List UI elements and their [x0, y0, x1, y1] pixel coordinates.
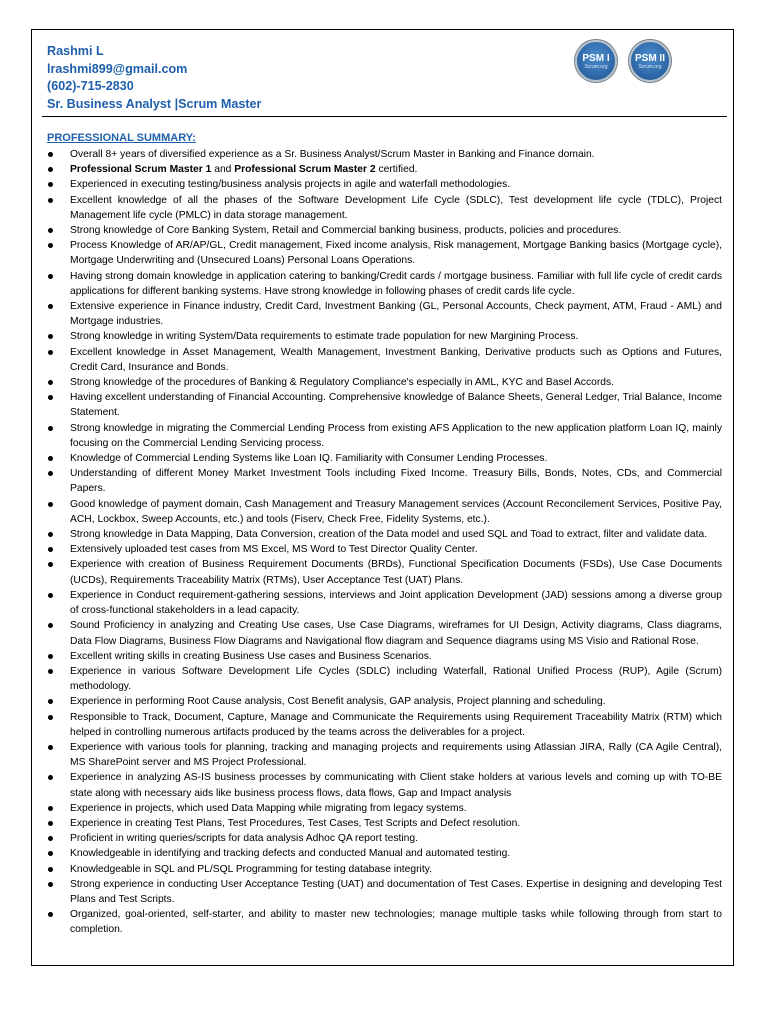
summary-item-text: Good knowledge of payment domain, Cash Management and Treasury Management services (Account Reconcilement Services, Positive Pay, ACH, Lockbox, Sweep Accounts, etc.) and tools (Fiserv, Check Free, Fidelity Systems, etc.). [70, 498, 722, 525]
summary-item-text: Experience in projects, which used Data Mapping while migrating from legacy systems. [70, 802, 467, 814]
bullet-icon [48, 562, 53, 567]
summary-item-text: Strong experience in conducting User Acceptance Testing (UAT) and documentation of Test Cases. Expertise in designing and developing Test Plans and Test Scripts. [70, 878, 722, 905]
summary-item [32, 846, 722, 861]
summary-list [32, 147, 722, 938]
summary-item-text: Strong knowledge of Core Banking System, Retail and Commercial banking business, products, policies and procedures. [70, 225, 622, 237]
summary-item-text: and [211, 164, 235, 176]
summary-item-text: Overall 8+ years of diversified experience as a Sr. Business Analyst/Scrum Master in Banking and Finance domain. [70, 149, 595, 160]
summary-item-text: Knowledgeable in identifying and tracking defects and conducted Manual and automated testing. [70, 848, 511, 860]
summary-item [32, 147, 722, 162]
summary-item [32, 542, 722, 557]
bullet-icon [48, 775, 53, 780]
summary-item-text: Strong knowledge of the procedures of Banking & Regulatory Compliance's especially in AML, KYC and Basel Accords. [70, 377, 614, 389]
bullet-icon [48, 821, 53, 826]
bullet-icon [48, 669, 53, 674]
summary-item-text: Strong knowledge in migrating the Commercial Lending Process from existing AFS Application to the new application platform Loan IQ, mainly focusing on the Commercial Lending Servicing process. [70, 422, 722, 449]
bullet-icon [48, 593, 53, 598]
certification-name: Professional Scrum Master 2 [234, 164, 376, 176]
bullet-icon [48, 532, 53, 537]
summary-item-text: Experience in analyzing AS-IS business processes by communicating with Client stake holders at various levels and coming up with TO-BE state along with necessary aids like business process flows, data flows, Gap and Impact analysis [70, 772, 722, 799]
summary-item-text: Proficient in writing queries/scripts for data analysis Adhoc QA report testing. [70, 833, 418, 845]
summary-item-text: Strong knowledge in Data Mapping, Data Conversion, creation of the Data model and used SQL and Toad to extract, filter and validate data. [70, 529, 708, 541]
bullet-icon [48, 867, 53, 872]
summary-item [32, 877, 722, 907]
summary-item-text: Having strong domain knowledge in application catering to banking/Credit cards / mortgage business. Familiar with full life cycle of credit cards applications for different banking systems. Have strong knowledge in following phases of credit cards life cycle. [70, 270, 722, 297]
bullet-icon [48, 547, 53, 552]
summary-item-text: certified. [375, 164, 418, 176]
psm-1-badge-icon [575, 40, 617, 82]
summary-item [32, 451, 722, 466]
summary-item-text: Understanding of different Money Market Investment Tools including Fixed Income. Treasury Bills, Bonds, Notes, CDs, and Commercial Papers. [70, 468, 722, 495]
summary-item [32, 390, 722, 420]
summary-item-text: Excellent knowledge of all the phases of the Software Development Life Cycle (SDLC), Test development life cycle (TDLC), Project Management life cycle (PMLC) in data storage management. [70, 194, 722, 221]
summary-item [32, 907, 722, 937]
bullet-icon [48, 274, 53, 279]
summary-item-text: Strong knowledge in writing System/Data requirements to estimate trade population for new Margining Process. [70, 331, 579, 343]
bullet-icon [48, 228, 53, 233]
summary-item [32, 694, 722, 709]
summary-item [32, 497, 722, 527]
summary-item [32, 710, 722, 740]
header-divider [42, 116, 727, 117]
summary-item-text: Extensively uploaded test cases from MS Excel, MS Word to Test Director Quality Center. [70, 544, 478, 556]
bullet-icon [48, 806, 53, 811]
summary-item-text: Knowledgeable in SQL and PL/SQL Programming for testing database integrity. [70, 863, 432, 875]
summary-item [32, 299, 722, 329]
summary-item [32, 329, 722, 344]
summary-item [32, 375, 722, 390]
certification-name: Professional Scrum Master 1 [70, 164, 212, 176]
bullet-icon [48, 502, 53, 507]
summary-item [32, 588, 722, 618]
summary-item [32, 162, 722, 177]
bullet-icon [48, 851, 53, 856]
summary-item [32, 527, 722, 542]
email-address: lrashmi899@gmail.com [47, 61, 188, 76]
summary-item [32, 862, 722, 877]
summary-item [32, 238, 722, 268]
summary-item-text: Having excellent understanding of Financial Accounting. Comprehensive knowledge of Balance Sheets, General Ledger, Trial Balance, Income Statement. [70, 392, 722, 419]
summary-item-text: Excellent knowledge in Asset Management, Wealth Management, Investment Banking, Derivative products such as Options and Futures, Credit Card, Insurance and Bonds. [70, 346, 722, 373]
summary-item [32, 269, 722, 299]
bullet-icon [48, 745, 53, 750]
badge-sub: Scrum.org [638, 63, 662, 70]
summary-item-text: Process Knowledge of AR/AP/GL, Credit management, Fixed income analysis, Risk management, Mortgage Banking basics (Mortgage cycle), Mortgage Underwriting and (Unsecured Loans) Personal Loans Operations. [70, 240, 722, 267]
bullet-icon [48, 395, 53, 400]
summary-item [32, 557, 722, 587]
bullet-icon [48, 471, 53, 476]
bullet-icon [48, 198, 53, 203]
summary-item [32, 421, 722, 451]
summary-item [32, 223, 722, 238]
bullet-icon [48, 623, 53, 628]
contact-header [47, 43, 261, 113]
summary-item [32, 770, 722, 800]
resume-page [31, 29, 734, 966]
summary-item [32, 177, 722, 192]
summary-item [32, 618, 722, 648]
summary-item-text: Organized, goal-oriented, self-starter, and ability to master new technologies; manage multiple tasks while following through from start to completion. [70, 909, 722, 936]
summary-item-text: Extensive experience in Finance industry, Credit Card, Investment Banking (GL, Personal Accounts, Check payment, ATM, Fraud - AML) and Mortgage industries. [70, 301, 722, 328]
summary-item [32, 649, 722, 664]
bullet-icon [48, 167, 53, 172]
summary-item-text: Experience with creation of Business Requirement Documents (BRDs), Functional Specification Documents (FSDs), Use Case Documents (UCDs), Requirements Traceability Matrix (RTMs), User Acceptance Test (UAT) Plans. [70, 559, 722, 586]
summary-item [32, 801, 722, 816]
candidate-name: Rashmi L [47, 44, 104, 58]
summary-item-text: Responsible to Track, Document, Capture, Manage and Communicate the Requirements using Requirement Traceability Matrix (RTM) which helped in controlling numerous artifacts produced by the teams across the deliverables for a project. [70, 711, 722, 738]
summary-item [32, 740, 722, 770]
summary-item-text: Sound Proficiency in analyzing and Creating Use cases, Use Case Diagrams, wireframes for UI Design, Activity diagrams, Class diagrams, Data Flow Diagrams, Business Flow Diagrams and Navigational flow diagram and Sequence diagrams using MS Visio and Rational Rose. [70, 620, 722, 647]
certification-badges [575, 40, 671, 82]
bullet-icon [48, 350, 53, 355]
summary-item-text: Experience in various Software Development Life Cycles (SDLC) including Waterfall, Rational Unified Process (RUP), Agile (Scrum) methodology. [70, 665, 722, 693]
job-title: Sr. Business Analyst |Scrum Master [47, 96, 262, 111]
summary-item [32, 664, 722, 694]
bullet-icon [48, 182, 53, 187]
bullet-icon [48, 836, 53, 841]
bullet-icon [48, 304, 53, 309]
bullet-icon [48, 715, 53, 720]
summary-item-text: Experience with various tools for planning, tracking and managing projects and requirements using Atlassian JIRA, Rally (CA Agile Central), MS SharePoint server and MS Project Professional. [70, 741, 722, 769]
bullet-icon [48, 882, 53, 887]
bullet-icon [48, 912, 53, 917]
psm-2-badge-icon [629, 40, 671, 82]
bullet-icon [48, 426, 53, 431]
summary-item [32, 816, 722, 831]
summary-item-text: Excellent writing skills in creating Business Use cases and Business Scenarios. [70, 650, 432, 662]
summary-item [32, 345, 722, 375]
bullet-icon [48, 654, 53, 659]
summary-item-text: Experience in Conduct requirement-gathering sessions, interviews and Joint application Development (JAD) sessions among a diverse group of cross-functional stakeholders in a lead capacity. [70, 589, 722, 617]
summary-item-text: Experience in creating Test Plans, Test Procedures, Test Cases, Test Scripts and Defect resolution. [70, 817, 521, 829]
summary-item-text: Experienced in executing testing/business analysis projects in agile and waterfall methodologies. [70, 179, 511, 191]
bullet-icon [48, 699, 53, 704]
summary-item [32, 193, 722, 223]
badge-label: PSM I [582, 52, 610, 64]
badge-label: PSM II [634, 52, 665, 64]
bullet-icon [48, 334, 53, 339]
summary-item [32, 831, 722, 846]
bullet-icon [48, 456, 53, 461]
summary-item-text: Knowledge of Commercial Lending Systems like Loan IQ. Familiarity with Consumer Lending Processes. [70, 453, 548, 465]
professional-summary-heading: PROFESSIONAL SUMMARY: [47, 132, 196, 144]
summary-item-text: Experience in performing Root Cause analysis, Cost Benefit analysis, GAP analysis, Project planning and scheduling. [70, 696, 606, 708]
bullet-icon [48, 152, 53, 157]
phone-number: (602)-715-2830 [47, 79, 134, 94]
badge-sub: Scrum.org [584, 63, 608, 70]
summary-item [32, 466, 722, 496]
bullet-icon [48, 380, 53, 385]
bullet-icon [48, 243, 53, 248]
